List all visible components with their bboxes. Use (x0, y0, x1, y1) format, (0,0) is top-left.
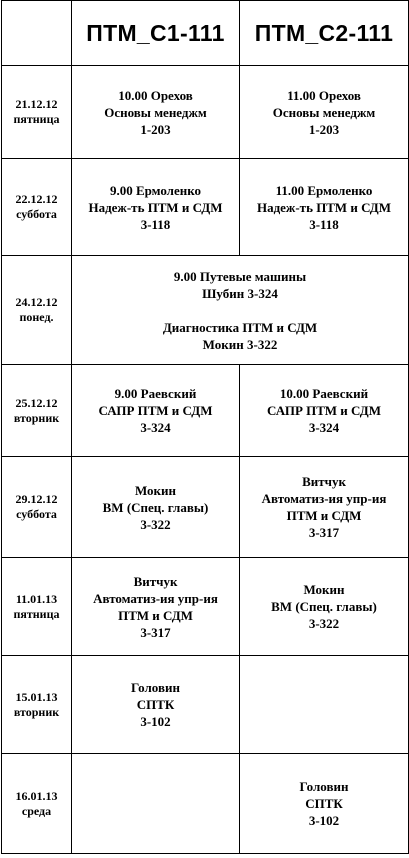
lesson-cell-group2 (240, 457, 409, 558)
lesson-line: Мокин (134, 482, 177, 498)
date-text: 24.12.12 (15, 295, 58, 309)
date-cell (2, 754, 72, 854)
lesson-cell-group2 (240, 754, 409, 854)
header-row (2, 1, 409, 66)
lesson-line: ПТМ и СДМ (286, 508, 362, 523)
table-row (2, 457, 409, 558)
lesson-line: ВМ (Спец. главы) (271, 599, 377, 614)
date-cell (2, 656, 72, 754)
header-group1: ПТМ_С1-111 (72, 1, 240, 66)
weekday-text: суббота (16, 207, 57, 221)
weekday-text: суббота (16, 507, 57, 521)
lesson-line: Мокин (303, 582, 345, 597)
table-row (2, 558, 409, 656)
lesson-line: 1-203 (140, 121, 171, 137)
lesson-line: Мокин 3-322 (202, 336, 278, 352)
table-row (2, 656, 409, 754)
lesson-line: 3-118 (140, 216, 171, 232)
lesson-line: 3-102 (308, 813, 340, 828)
lesson-line: Основы менеджм (104, 104, 207, 120)
table-row (2, 754, 409, 854)
lesson-line: Надеж-ть ПТМ и СДМ (88, 199, 223, 215)
lesson-cell-group1 (72, 66, 240, 159)
date-cell (2, 457, 72, 558)
date-text: 22.12.12 (15, 192, 58, 206)
weekday-text: понед. (19, 310, 54, 324)
header-corner-cell (2, 1, 72, 66)
lesson-cell-group1 (72, 159, 240, 256)
lesson-line: САПР ПТМ и СДМ (98, 403, 213, 418)
lesson-line: Автоматиз-ия упр-ия (261, 491, 387, 506)
header-group2: ПТМ_С2-111 (240, 1, 409, 66)
lesson-cell-merged (72, 256, 409, 365)
lesson-line: 3-102 (140, 714, 171, 729)
date-cell (2, 558, 72, 656)
date-text: 15.01.13 (15, 689, 58, 704)
lesson-line: 3-118 (309, 216, 339, 232)
lesson-cell-group2-empty (240, 656, 409, 754)
date-cell (2, 256, 72, 365)
table-row (2, 159, 409, 256)
lesson-line: Надеж-ть ПТМ и СДМ (256, 199, 392, 215)
lesson-line: Автоматиз-ия упр-ия (93, 590, 218, 606)
lesson-line: ВМ (Спец. главы) (102, 499, 209, 515)
weekday-text: вторник (13, 410, 60, 425)
lesson-line: Витчук (133, 573, 178, 589)
lesson-line: 3-324 (140, 420, 171, 435)
lesson-line: Диагностика ПТМ и СДМ (162, 319, 318, 335)
lesson-line: 9.00 Раевский (114, 386, 197, 401)
lesson-cell-group1 (72, 365, 240, 457)
lesson-line: 3-317 (308, 525, 340, 540)
lesson-line: Витчук (302, 474, 346, 489)
lesson-cell-group1 (72, 656, 240, 754)
lesson-line: 3-324 (308, 420, 340, 435)
lesson-cell-group1 (72, 457, 240, 558)
lesson-line: 10.00 Раевский (279, 386, 369, 401)
lesson-cell-group1-empty (72, 754, 240, 854)
date-text: 16.01.13 (15, 788, 58, 803)
weekday-text: пятница (13, 112, 60, 126)
lesson-line: Основы менеджм (272, 104, 376, 120)
lesson-cell-group2 (240, 159, 409, 256)
date-text: 11.01.13 (15, 591, 58, 606)
lesson-cell-group2 (240, 365, 409, 457)
date-cell (2, 66, 72, 159)
lesson-line: СПТК (305, 796, 343, 811)
lesson-cell-group1 (72, 558, 240, 656)
lesson-cell-group2 (240, 66, 409, 159)
lesson-line: 11.00 Орехов (287, 87, 361, 103)
lesson-line: ПТМ и СДМ (118, 607, 193, 623)
lesson-line: 10.00 Орехов (118, 87, 193, 103)
lesson-line: СПТК (136, 697, 175, 712)
lesson-line: 9.00 Путевые машины (173, 268, 307, 284)
weekday-text: вторник (13, 704, 60, 719)
lesson-line: САПР ПТМ и СДМ (267, 403, 381, 418)
lesson-line: 3-317 (140, 624, 171, 640)
lesson-spacer (74, 302, 406, 319)
date-cell (2, 159, 72, 256)
table-row (2, 256, 409, 365)
lesson-line: Головин (299, 779, 349, 794)
schedule-table (1, 0, 409, 854)
table-row (2, 365, 409, 457)
lesson-line: 3-322 (140, 516, 171, 532)
lesson-line: Головин (131, 680, 180, 695)
lesson-line: 1-203 (308, 121, 340, 137)
lesson-cell-group2 (240, 558, 409, 656)
lesson-line: 3-322 (308, 616, 340, 631)
date-text: 21.12.12 (15, 97, 58, 111)
date-text: 25.12.12 (15, 395, 58, 410)
table-row (2, 66, 409, 159)
lesson-line: Шубин 3-324 (202, 285, 278, 301)
weekday-text: пятница (13, 606, 60, 621)
weekday-text: среда (21, 803, 52, 818)
lesson-line: 11.00 Ермоленко (275, 182, 373, 198)
date-cell (2, 365, 72, 457)
lesson-line: 9.00 Ермоленко (109, 182, 202, 198)
date-text: 29.12.12 (15, 492, 58, 506)
